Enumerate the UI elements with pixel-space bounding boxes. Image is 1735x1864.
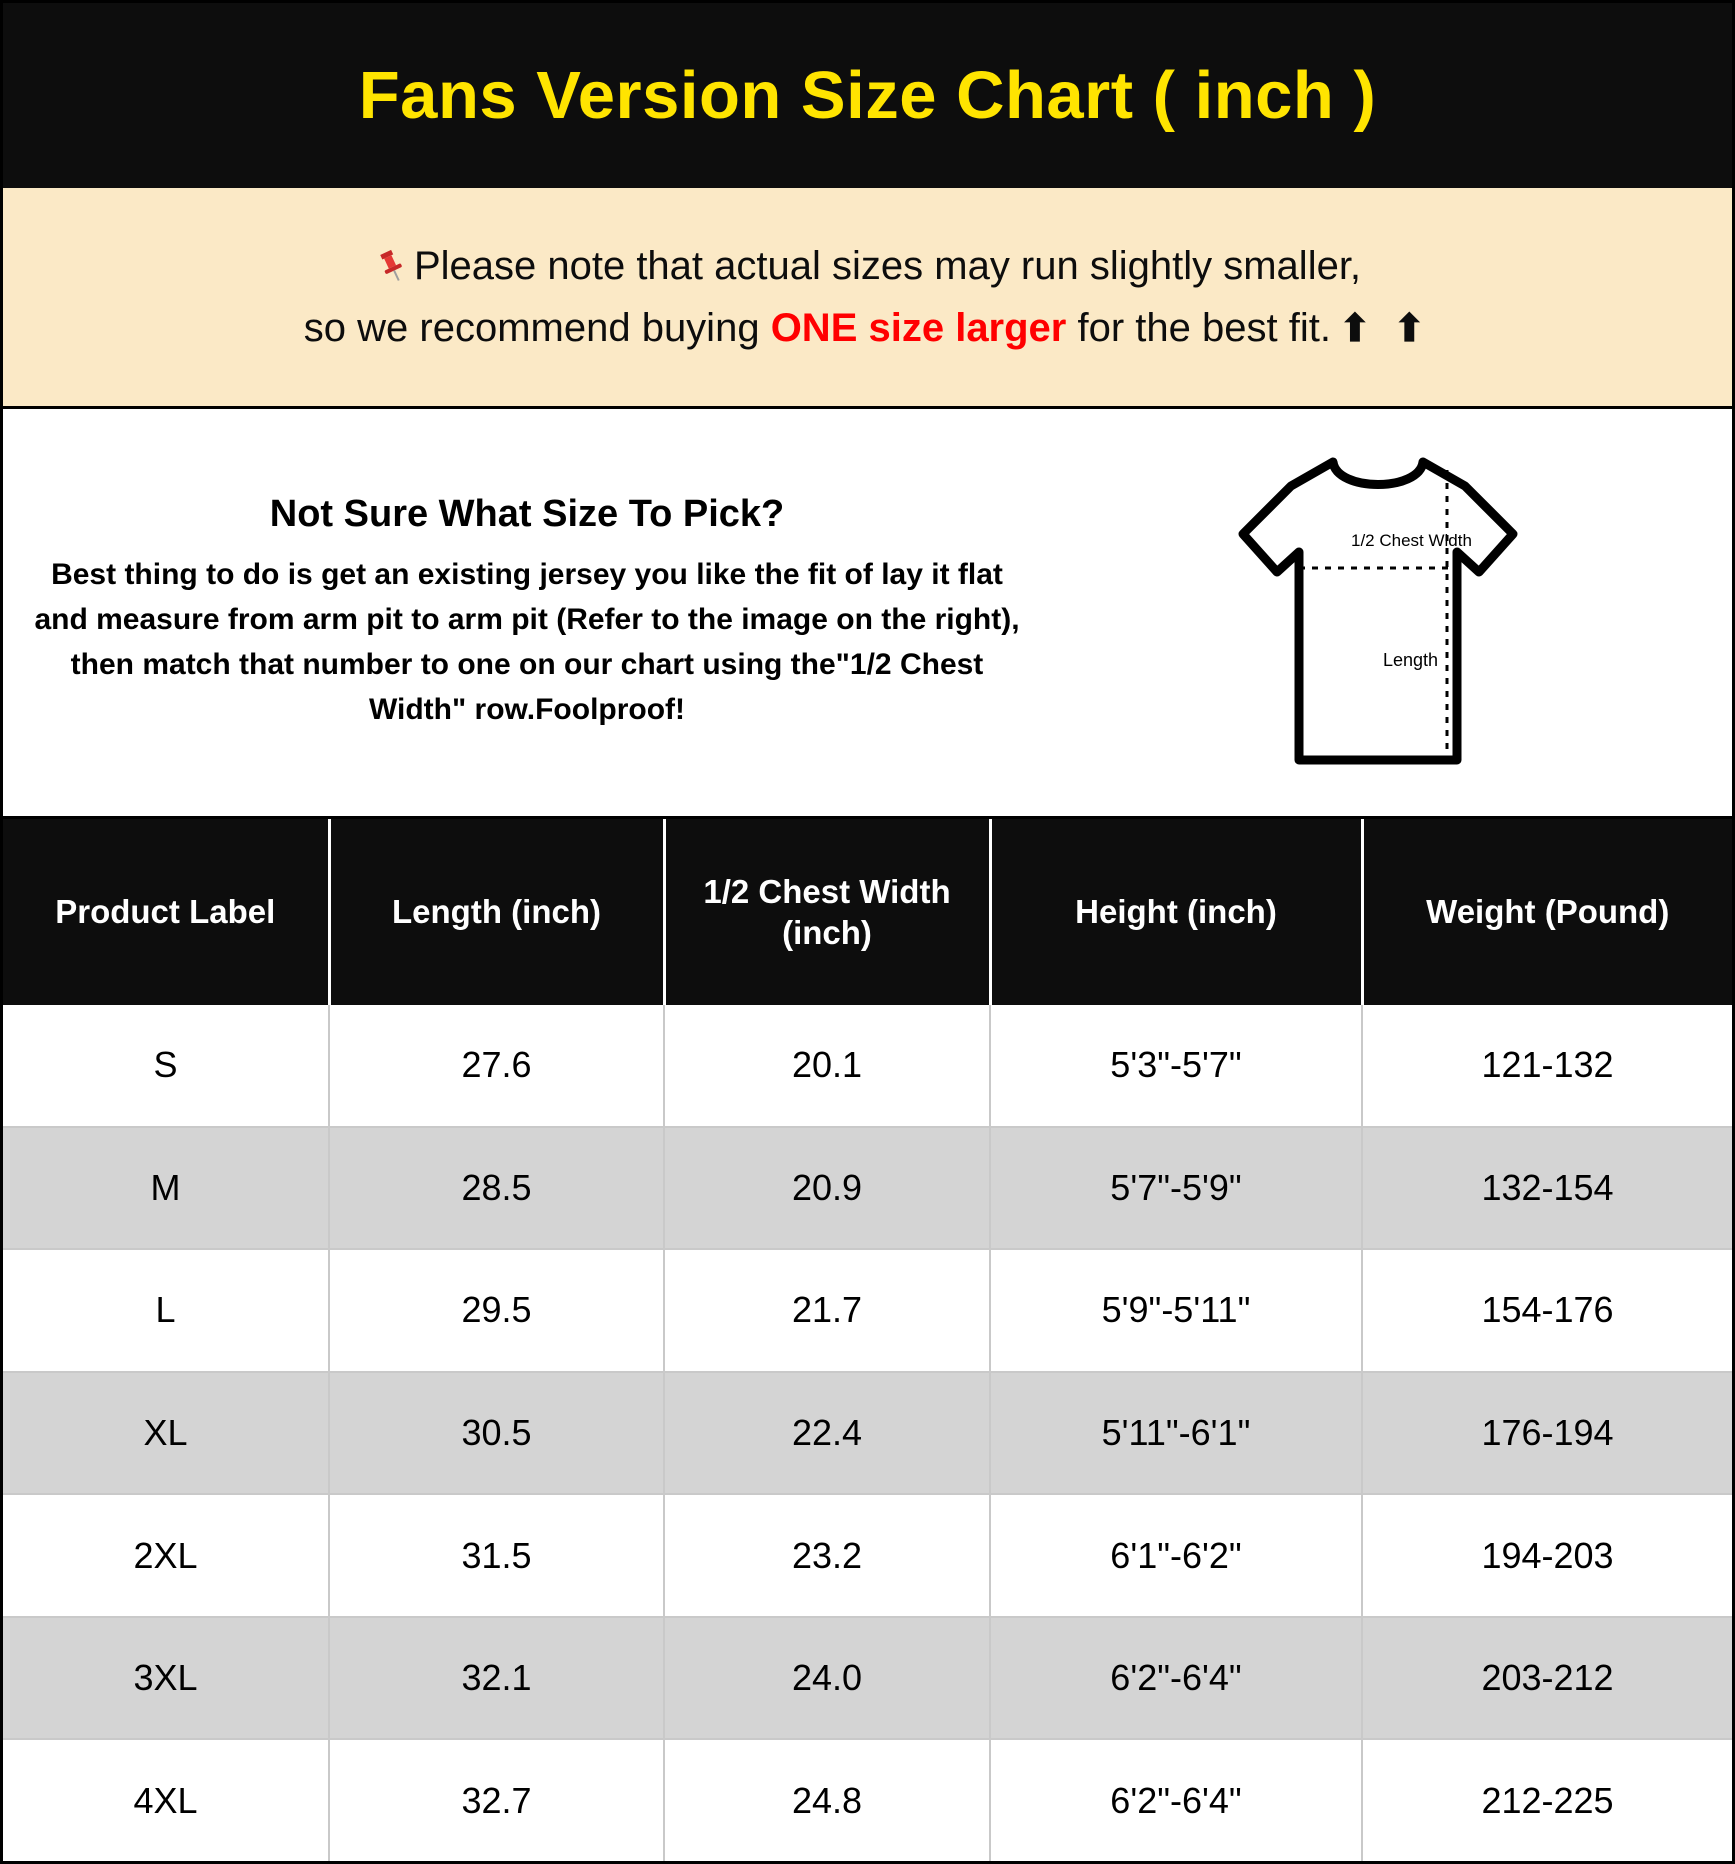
chest-width-label: 1/2 Chest Width (1350, 530, 1472, 550)
note-band (3, 188, 1732, 409)
column-header-product-label: Product Label (3, 819, 329, 1005)
cell-length: 32.7 (329, 1739, 664, 1861)
note-text-2b: for the best fit. (1066, 306, 1331, 350)
info-text-block (13, 493, 1033, 732)
page-title: Fans Version Size Chart ( inch ) (358, 58, 1377, 133)
column-header-height: Height (inch) (990, 819, 1362, 1005)
size-table (3, 819, 1732, 1861)
cell-height: 5'11"-6'1" (990, 1372, 1362, 1495)
cell-product-label: XL (3, 1372, 329, 1495)
cell-product-label: 2XL (3, 1494, 329, 1617)
cell-length: 29.5 (329, 1249, 664, 1372)
cell-chest-width: 21.7 (664, 1249, 990, 1372)
cell-chest-width: 22.4 (664, 1372, 990, 1495)
cell-chest-width: 20.9 (664, 1127, 990, 1250)
cell-product-label: S (3, 1005, 329, 1127)
cell-length: 31.5 (329, 1494, 664, 1617)
cell-weight: 203-212 (1362, 1617, 1732, 1740)
note-text-2a: so we recommend buying (303, 306, 771, 350)
column-header-weight: Weight (Pound) (1362, 819, 1732, 1005)
cell-height: 6'2"-6'4" (990, 1739, 1362, 1861)
column-header-length: Length (inch) (329, 819, 664, 1005)
cell-height: 5'9"-5'11" (990, 1249, 1362, 1372)
note-line-1 (374, 235, 1361, 297)
length-label: Length (1382, 649, 1438, 670)
cell-product-label: 4XL (3, 1739, 329, 1861)
table-row (3, 1617, 1732, 1740)
cell-weight: 176-194 (1362, 1372, 1732, 1495)
title-bar (3, 3, 1732, 188)
cell-height: 5'3"-5'7" (990, 1005, 1362, 1127)
cell-weight: 121-132 (1362, 1005, 1732, 1127)
cell-height: 5'7"-5'9" (990, 1127, 1362, 1250)
cell-chest-width: 20.1 (664, 1005, 990, 1127)
note-emphasis: ONE size larger (770, 306, 1067, 350)
note-line-2 (304, 297, 1431, 359)
table-row (3, 1494, 1732, 1617)
cell-product-label: M (3, 1127, 329, 1250)
table-row (3, 1739, 1732, 1861)
table-header-row (3, 819, 1732, 1005)
cell-weight: 194-203 (1362, 1494, 1732, 1617)
info-heading: Not Sure What Size To Pick? (269, 493, 785, 535)
cell-length: 30.5 (329, 1372, 664, 1495)
cell-chest-width: 24.0 (664, 1617, 990, 1740)
note-text-1: Please note that actual sizes may run slightly smaller, (413, 244, 1362, 288)
cell-weight: 154-176 (1362, 1249, 1732, 1372)
pushpin-icon (374, 240, 410, 302)
column-header-chest-width: 1/2 Chest Width (inch) (664, 819, 990, 1005)
cell-length: 32.1 (329, 1617, 664, 1740)
cell-chest-width: 24.8 (664, 1739, 990, 1861)
arrow-up-icon: ⬆ ⬆ (1338, 308, 1432, 350)
size-table-wrap (3, 819, 1732, 1861)
table-row (3, 1249, 1732, 1372)
tshirt-diagram (1033, 448, 1722, 778)
tshirt-measure-diagram (1233, 448, 1523, 778)
cell-product-label: 3XL (3, 1617, 329, 1740)
cell-product-label: L (3, 1249, 329, 1372)
cell-weight: 132-154 (1362, 1127, 1732, 1250)
table-row (3, 1005, 1732, 1127)
cell-length: 28.5 (329, 1127, 664, 1250)
cell-length: 27.6 (329, 1005, 664, 1127)
cell-chest-width: 23.2 (664, 1494, 990, 1617)
info-section (3, 409, 1732, 819)
cell-height: 6'1"-6'2" (990, 1494, 1362, 1617)
table-row (3, 1372, 1732, 1495)
info-body: Best thing to do is get an existing jersey you like the fit of lay it flat and measure from arm pit to arm pit (Refer to the image on the right), then match that number to one on our chart using the"1/2 Chest Width" row.Foolproof! (34, 558, 1020, 726)
cell-height: 6'2"-6'4" (990, 1617, 1362, 1740)
cell-weight: 212-225 (1362, 1739, 1732, 1861)
table-row (3, 1127, 1732, 1250)
